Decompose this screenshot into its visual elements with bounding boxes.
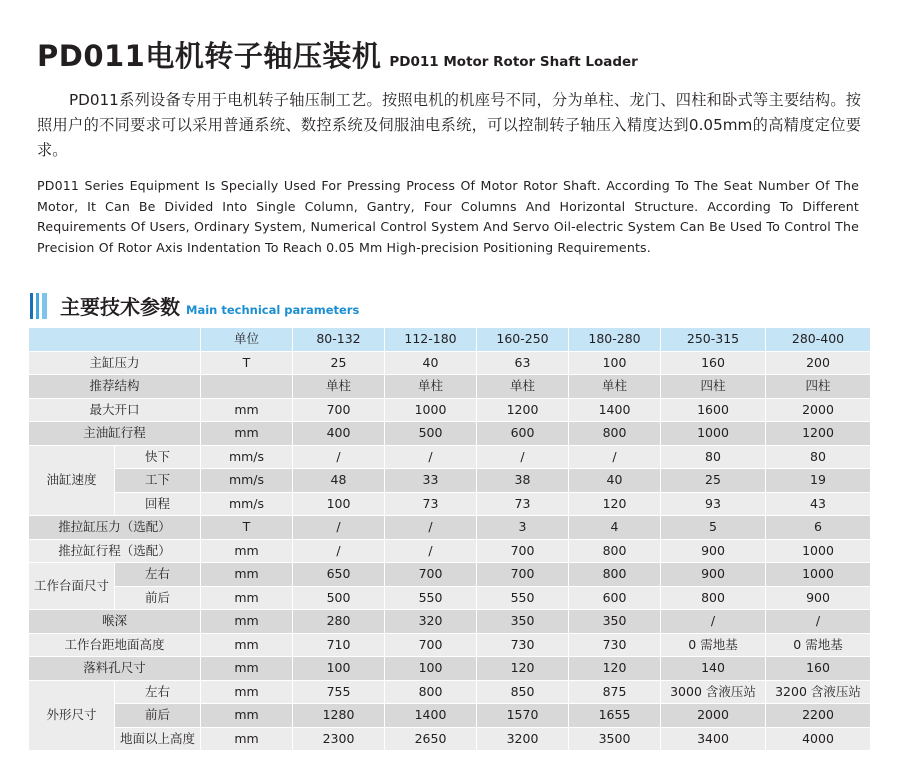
table-row	[29, 492, 871, 516]
value-cell: 550	[385, 586, 477, 610]
header-cell: 112-180	[385, 328, 477, 352]
table-header-row	[29, 328, 871, 352]
table-row	[29, 680, 871, 704]
value-cell: 700	[477, 539, 569, 563]
value-cell: /	[293, 539, 385, 563]
group-label: 工作台面尺寸	[29, 563, 115, 610]
value-cell: 100	[293, 657, 385, 681]
value-cell: 280	[293, 610, 385, 634]
value-cell: 350	[569, 610, 661, 634]
value-cell: 800	[569, 563, 661, 587]
table-row	[29, 563, 871, 587]
value-cell: 730	[569, 633, 661, 657]
value-cell: 1600	[661, 398, 766, 422]
value-cell: 700	[385, 633, 477, 657]
unit-cell: mm	[201, 727, 293, 751]
parameters-table	[28, 327, 871, 751]
value-cell: 800	[569, 422, 661, 446]
group-label: 外形尺寸	[29, 680, 115, 751]
sub-label: 前后	[115, 704, 201, 728]
value-cell: 140	[661, 657, 766, 681]
value-cell: 160	[661, 351, 766, 375]
table-row	[29, 422, 871, 446]
value-cell: 500	[293, 586, 385, 610]
intro-english: PD011 Series Equipment Is Specially Used For Pressing Process Of Motor Rotor Shaft. According To The Seat Number Of The Motor, It Can Be Divided Into Single Column, Gantry, Four Columns And Horizontal Structure. According To Different Requirements Of Users, Ordinary System, Numerical Control System And Servo Oil-electric System Can Be Used To Control The Precision Of Rotor Axis Indentation To Reach 0.05 Mm High-precision Positioning Requirements.	[37, 178, 859, 256]
unit-cell: mm	[201, 610, 293, 634]
row-label: 推拉缸行程（选配）	[29, 539, 201, 563]
row-label: 落料孔尺寸	[29, 657, 201, 681]
value-cell: 600	[477, 422, 569, 446]
header-cell: 180-280	[569, 328, 661, 352]
row-label: 主缸压力	[29, 351, 201, 375]
value-cell: 73	[385, 492, 477, 516]
row-label: 最大开口	[29, 398, 201, 422]
value-cell: 800	[385, 680, 477, 704]
value-cell: 1000	[766, 563, 871, 587]
value-cell: 1000	[661, 422, 766, 446]
value-cell: 单柱	[293, 375, 385, 399]
table-row	[29, 704, 871, 728]
header-cell: 80-132	[293, 328, 385, 352]
value-cell: 120	[569, 657, 661, 681]
value-cell: 38	[477, 469, 569, 493]
value-cell: 700	[477, 563, 569, 587]
value-cell: 19	[766, 469, 871, 493]
header-cell: 250-315	[661, 328, 766, 352]
value-cell: 700	[293, 398, 385, 422]
value-cell: 80	[766, 445, 871, 469]
value-cell: 2650	[385, 727, 477, 751]
row-label: 推荐结构	[29, 375, 201, 399]
value-cell: 1000	[385, 398, 477, 422]
unit-cell: mm/s	[201, 492, 293, 516]
sub-label: 前后	[115, 586, 201, 610]
value-cell: /	[661, 610, 766, 634]
value-cell: /	[293, 516, 385, 540]
value-cell: 800	[569, 539, 661, 563]
unit-cell: mm	[201, 422, 293, 446]
value-cell: /	[766, 610, 871, 634]
unit-cell	[201, 375, 293, 399]
value-cell: 900	[766, 586, 871, 610]
value-cell: 850	[477, 680, 569, 704]
value-cell: 单柱	[477, 375, 569, 399]
row-label: 推拉缸压力（选配）	[29, 516, 201, 540]
value-cell: 120	[569, 492, 661, 516]
value-cell: 800	[661, 586, 766, 610]
section-title-english: Main technical parameters	[186, 302, 360, 317]
value-cell: 80	[661, 445, 766, 469]
header-cell: 单位	[201, 328, 293, 352]
value-cell: 4	[569, 516, 661, 540]
value-cell: 0 需地基	[766, 633, 871, 657]
value-cell: 120	[477, 657, 569, 681]
value-cell: /	[385, 445, 477, 469]
value-cell: 63	[477, 351, 569, 375]
value-cell: 710	[293, 633, 385, 657]
section-heading	[30, 291, 359, 320]
table-row	[29, 727, 871, 751]
unit-cell: mm	[201, 398, 293, 422]
title-chinese: PD011电机转子轴压装机	[37, 39, 382, 73]
value-cell: 1280	[293, 704, 385, 728]
table-row	[29, 633, 871, 657]
header-cell: 160-250	[477, 328, 569, 352]
page-title	[37, 34, 638, 75]
value-cell: 1200	[766, 422, 871, 446]
value-cell: 25	[293, 351, 385, 375]
unit-cell: mm	[201, 633, 293, 657]
row-label: 喉深	[29, 610, 201, 634]
value-cell: 550	[477, 586, 569, 610]
value-cell: 500	[385, 422, 477, 446]
value-cell: 2300	[293, 727, 385, 751]
unit-cell: mm	[201, 539, 293, 563]
unit-cell: T	[201, 351, 293, 375]
value-cell: 900	[661, 539, 766, 563]
sub-label: 地面以上高度	[115, 727, 201, 751]
section-bars-icon	[30, 293, 50, 319]
value-cell: 1400	[385, 704, 477, 728]
value-cell: 400	[293, 422, 385, 446]
unit-cell: mm	[201, 563, 293, 587]
header-cell: 280-400	[766, 328, 871, 352]
unit-cell: T	[201, 516, 293, 540]
table-row	[29, 375, 871, 399]
value-cell: /	[477, 445, 569, 469]
table-row	[29, 469, 871, 493]
value-cell: /	[385, 516, 477, 540]
value-cell: 73	[477, 492, 569, 516]
intro-chinese: PD011系列设备专用于电机转子轴压制工艺。按照电机的机座号不同，分为单柱、龙门、四柱和卧式等主要结构。按照用户的不同要求可以采用普通系统、数控系统及伺服油电系统，可以控制转子轴压入精度达到0.05mm的高精度定位要求。	[37, 91, 861, 159]
value-cell: /	[569, 445, 661, 469]
value-cell: 25	[661, 469, 766, 493]
unit-cell: mm/s	[201, 469, 293, 493]
value-cell: 1400	[569, 398, 661, 422]
value-cell: 900	[661, 563, 766, 587]
value-cell: 2200	[766, 704, 871, 728]
sub-label: 快下	[115, 445, 201, 469]
sub-label: 左右	[115, 563, 201, 587]
value-cell: 33	[385, 469, 477, 493]
value-cell: 1655	[569, 704, 661, 728]
table-row	[29, 539, 871, 563]
value-cell: 3200	[477, 727, 569, 751]
row-label: 主油缸行程	[29, 422, 201, 446]
value-cell: 875	[569, 680, 661, 704]
value-cell: 单柱	[569, 375, 661, 399]
value-cell: 40	[385, 351, 477, 375]
value-cell: 43	[766, 492, 871, 516]
value-cell: /	[385, 539, 477, 563]
value-cell: 730	[477, 633, 569, 657]
value-cell: 320	[385, 610, 477, 634]
unit-cell: mm	[201, 704, 293, 728]
value-cell: 3500	[569, 727, 661, 751]
value-cell: 四柱	[766, 375, 871, 399]
value-cell: 3200 含液压站	[766, 680, 871, 704]
value-cell: 3	[477, 516, 569, 540]
unit-cell: mm/s	[201, 445, 293, 469]
value-cell: 200	[766, 351, 871, 375]
title-english: PD011 Motor Rotor Shaft Loader	[389, 54, 638, 70]
sub-label: 工下	[115, 469, 201, 493]
value-cell: 2000	[661, 704, 766, 728]
table-row	[29, 351, 871, 375]
value-cell: 48	[293, 469, 385, 493]
value-cell: 单柱	[385, 375, 477, 399]
group-label: 油缸速度	[29, 445, 115, 516]
value-cell: 755	[293, 680, 385, 704]
value-cell: 0 需地基	[661, 633, 766, 657]
table-row	[29, 610, 871, 634]
table-row	[29, 516, 871, 540]
value-cell: 100	[569, 351, 661, 375]
value-cell: 100	[385, 657, 477, 681]
unit-cell: mm	[201, 657, 293, 681]
value-cell: 93	[661, 492, 766, 516]
table-row	[29, 398, 871, 422]
table-row	[29, 445, 871, 469]
value-cell: 6	[766, 516, 871, 540]
sub-label: 左右	[115, 680, 201, 704]
value-cell: 4000	[766, 727, 871, 751]
table-row	[29, 657, 871, 681]
unit-cell: mm	[201, 586, 293, 610]
value-cell: 1000	[766, 539, 871, 563]
value-cell: /	[293, 445, 385, 469]
value-cell: 3400	[661, 727, 766, 751]
unit-cell: mm	[201, 680, 293, 704]
value-cell: 160	[766, 657, 871, 681]
value-cell: 2000	[766, 398, 871, 422]
value-cell: 1570	[477, 704, 569, 728]
row-label: 工作台距地面高度	[29, 633, 201, 657]
header-cell-blank	[29, 328, 201, 352]
value-cell: 3000 含液压站	[661, 680, 766, 704]
sub-label: 回程	[115, 492, 201, 516]
value-cell: 600	[569, 586, 661, 610]
section-title-chinese: 主要技术参数	[60, 295, 180, 319]
value-cell: 40	[569, 469, 661, 493]
value-cell: 650	[293, 563, 385, 587]
value-cell: 350	[477, 610, 569, 634]
value-cell: 700	[385, 563, 477, 587]
value-cell: 100	[293, 492, 385, 516]
table-row	[29, 586, 871, 610]
value-cell: 四柱	[661, 375, 766, 399]
value-cell: 1200	[477, 398, 569, 422]
value-cell: 5	[661, 516, 766, 540]
